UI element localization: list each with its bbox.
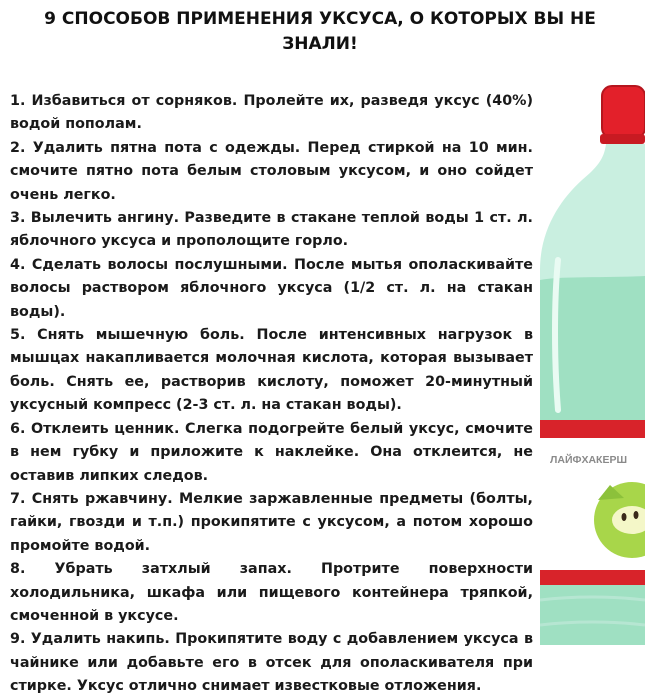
list-item: 3. Вылечить ангину. Разведите в стакане теплой воды 1 ст. л. яблочного уксуса и прополощите горло. [10, 210, 533, 250]
list-item: 1. Избавиться от сорняков. Пролейте их, разведя уксус (40%) водой пополам. [10, 93, 533, 133]
list-item: 4. Сделать волосы послушными. После мытья ополаскивайте волосы раствором яблочного уксуса (1/2 ст. л. на стакан воды). [10, 256, 533, 320]
tips-list [10, 90, 533, 699]
list-item: 8. Убрать затхлый запах. Протрите поверхности холодильника, шкафа или пищевого контейнера тряпкой, смоченной в уксусе. [10, 561, 533, 624]
page-title: 9 СПОСОБОВ ПРИМЕНЕНИЯ УКСУСА, О КОТОРЫХ ВЫ НЕ ЗНАЛИ! [44, 9, 596, 54]
list-item: 6. Отклеить ценник. Слегка подогрейте белый уксус, смочите в нем губку и приложите к наклейке. Она отклеится, не оставив липких следов. [10, 420, 533, 484]
list-item: 7. Снять ржавчину. Мелкие заржавленные предметы (болты, гайки, гвозди и т.п.) прокипятите с уксусом, а потом хорошо промойте водой. [10, 490, 533, 554]
bottle-cap [602, 86, 645, 138]
list-item: 5. Снять мышечную боль. После интенсивных нагрузок в мышцах накапливается молочная кислота, которая вызывает боль. Снять ее, растворив кислоту, поможет 20-минутный уксусный компресс (2-3 ст. л. на стакан воды). [10, 327, 533, 414]
vinegar-bottle-illustration [540, 80, 645, 645]
list-item: 9. Удалить накипь. Прокипятите воду с добавлением уксуса в чайнике или добавьте его в отсек для ополаскивателя при стирке. Уксус отлично снимает известковые отложения. [10, 631, 533, 695]
list-item: 2. Удалить пятна пота с одежды. Перед стиркой на 10 мин. смочите пятно пота белым столовым уксусом, и оно сойдет очень легко. [10, 139, 533, 203]
bottle-label-text: ЛАЙФХАКЕРШ [550, 454, 628, 466]
